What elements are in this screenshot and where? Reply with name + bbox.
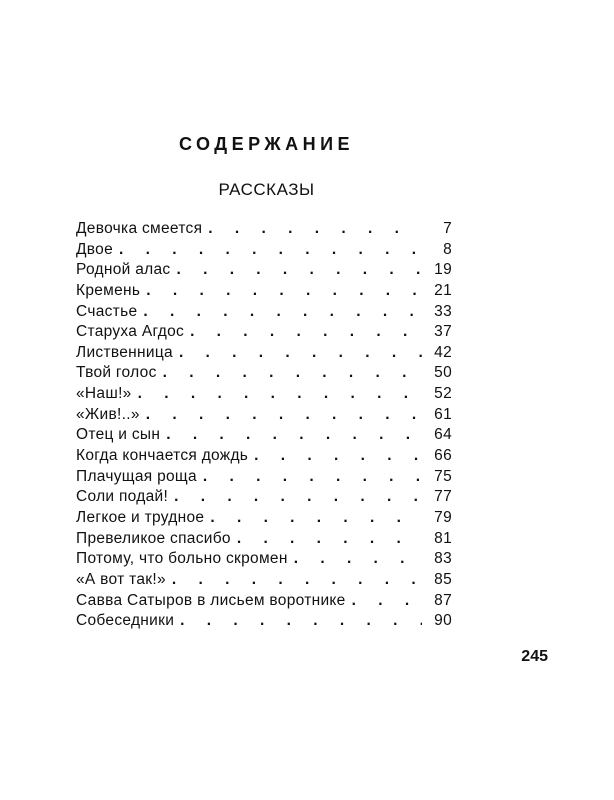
dot-leader: [176, 261, 422, 279]
dot-leader: [237, 530, 422, 548]
dot-leader: [254, 447, 422, 465]
toc-entry: [76, 344, 452, 365]
dot-leader: [163, 364, 422, 382]
dot-leader: [166, 426, 422, 444]
toc-entry-page: 90: [434, 612, 452, 630]
toc-entry: [76, 592, 452, 613]
dot-leader: [172, 571, 422, 589]
toc-entry-page: 83: [434, 550, 452, 568]
page-number: 245: [521, 648, 548, 665]
dot-leader: [174, 488, 422, 506]
toc-entry: [76, 220, 452, 241]
toc-entry-title: «А вот так!»: [76, 570, 166, 588]
toc-entry-title: «Наш!»: [76, 385, 132, 403]
toc-entry: [76, 571, 452, 592]
dot-leader: [119, 241, 422, 259]
toc-entry-title: Легкое и трудное: [76, 508, 205, 526]
toc-entry-page: 81: [434, 529, 452, 547]
toc-entry-title: Старуха Агдос: [76, 323, 185, 341]
dot-leader: [179, 344, 422, 362]
toc-entry-title: Превеликое спасибо: [76, 529, 231, 547]
toc-entry-page: 21: [434, 281, 452, 299]
toc-entry: [76, 406, 452, 427]
toc-entry: [76, 509, 452, 530]
toc-entry-page: 33: [434, 302, 452, 320]
toc-entry: [76, 282, 452, 303]
toc-entry-title: Савва Сатыров в лисьем воротнике: [76, 591, 346, 609]
toc-entry-page: 79: [434, 508, 452, 526]
toc-entry-title: Отец и сын: [76, 426, 161, 444]
dot-leader: [294, 550, 422, 568]
toc-entry-title: Соли подай!: [76, 488, 169, 506]
toc-entry: [76, 612, 452, 633]
toc-entry-page: 7: [443, 220, 452, 237]
dot-leader: [208, 220, 422, 238]
toc-entry: [76, 550, 452, 571]
toc-entry-title: Кремень: [76, 281, 141, 299]
toc-entry: [76, 323, 452, 344]
toc-entry: [76, 447, 452, 468]
dot-leader: [190, 323, 422, 341]
dot-leader: [143, 303, 422, 321]
toc-entry: [76, 468, 452, 489]
toc-entry-title: Двое: [76, 240, 113, 258]
dot-leader: [146, 406, 422, 424]
toc-entry: [76, 241, 452, 262]
toc-entry: [76, 364, 452, 385]
toc-entry-title: Родной алас: [76, 261, 171, 279]
toc-entry-page: 19: [434, 261, 452, 279]
toc-entry-page: 66: [434, 447, 452, 465]
toc-entry-title: Когда кончается дождь: [76, 447, 249, 465]
toc-entry-title: «Жив!..»: [76, 405, 140, 423]
dot-leader: [180, 612, 422, 630]
toc-entry-page: 87: [434, 591, 452, 609]
toc-entry-page: 77: [434, 488, 452, 506]
table-of-contents: [76, 220, 452, 633]
toc-entry-title: Твой голос: [76, 364, 157, 382]
toc-entry-page: 8: [443, 240, 452, 258]
toc-entry: [76, 385, 452, 406]
toc-entry-page: 50: [434, 364, 452, 382]
toc-entry-page: 42: [434, 343, 452, 361]
toc-entry: [76, 303, 452, 324]
section-title: РАССКАЗЫ: [218, 180, 315, 199]
toc-entry-title: Потому, что больно скромен: [76, 550, 288, 568]
dot-leader: [146, 282, 422, 300]
toc-entry-title: Счастье: [76, 302, 138, 320]
toc-entry-page: 75: [434, 467, 452, 485]
contents-heading: СОДЕРЖАНИЕ: [178, 134, 355, 154]
toc-entry: [76, 426, 452, 447]
dot-leader: [138, 385, 422, 403]
dot-leader: [210, 509, 422, 527]
toc-entry-page: 61: [434, 405, 452, 423]
toc-entry-title: Девочка смеется: [76, 220, 203, 237]
toc-entry-page: 85: [434, 570, 452, 588]
dot-leader: [203, 468, 422, 486]
toc-entry-page: 52: [434, 385, 452, 403]
toc-entry: [76, 488, 452, 509]
toc-entry-title: Собеседники: [76, 612, 175, 630]
toc-entry-title: Лиственница: [76, 343, 173, 361]
toc-entry-page: 37: [434, 323, 452, 341]
toc-entry-page: 64: [434, 426, 452, 444]
toc-entry-title: Плачущая роща: [76, 467, 197, 485]
toc-entry: [76, 261, 452, 282]
dot-leader: [352, 592, 422, 610]
toc-entry: [76, 530, 452, 551]
